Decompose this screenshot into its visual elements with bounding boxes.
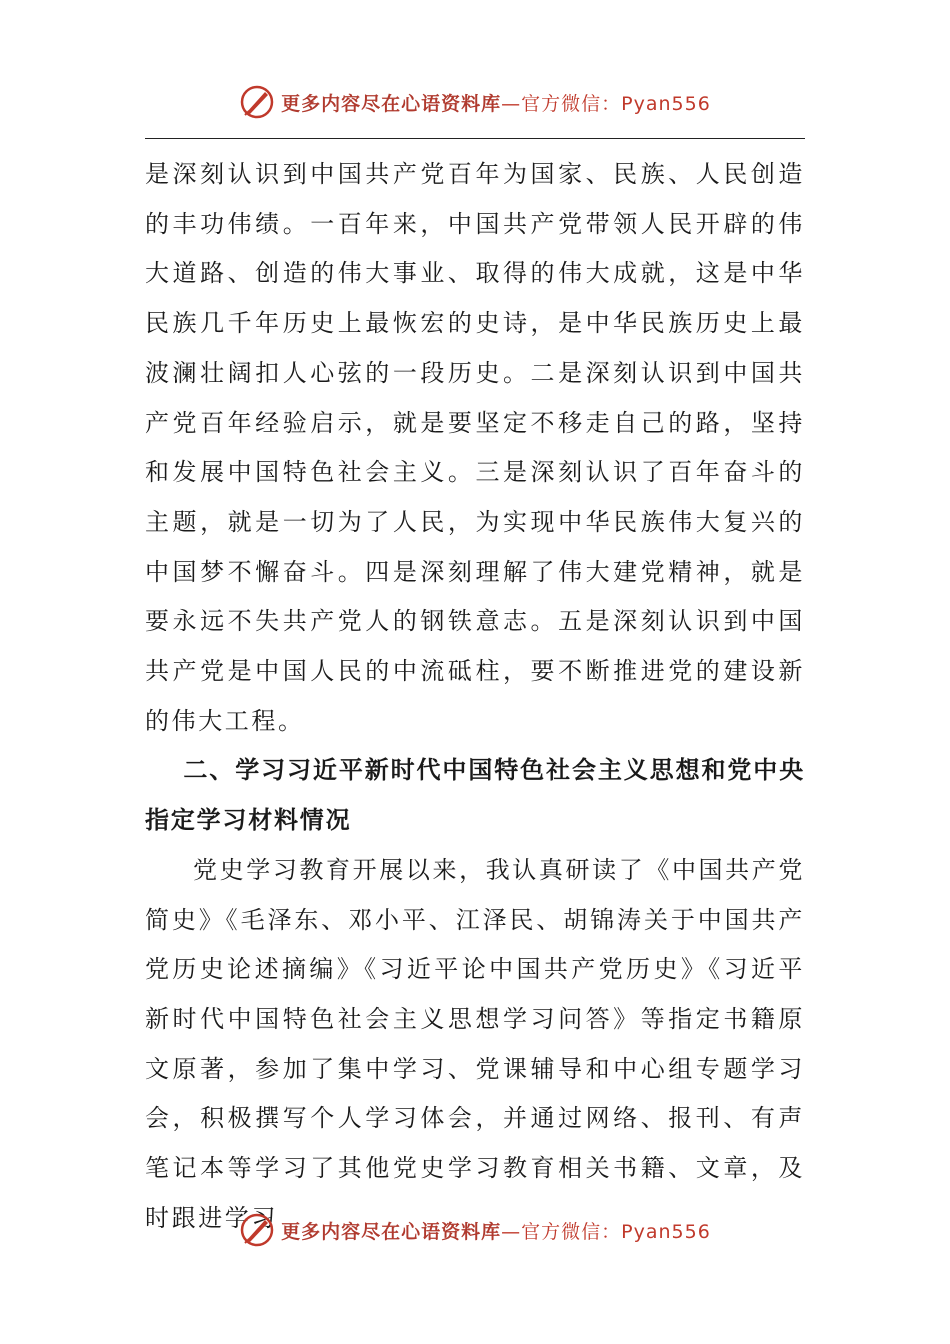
header-banner bbox=[0, 82, 950, 122]
body-paragraph-1: 是深刻认识到中国共产党百年为国家、民族、人民创造的丰功伟绩。一百年来，中国共产党带领人民开辟的伟大道路、创造的伟大事业、取得的伟大成就，这是中华民族几千年历史上最恢宏的史诗，是中华民族历史上最波澜壮阔扣人心弦的一段历史。二是深刻认识到中国共产党百年经验启示，就是要坚定不移走自己的路，坚持和发展中国特色社会主义。三是深刻认识了百年奋斗的主题，就是一切为了人民，为实现中华民族伟大复兴的中国梦不懈奋斗。四是深刻理解了伟大建党精神，就是要永远不失共产党人的钢铁意志。五是深刻认识到中国共产党是中国人民的中流砥柱，要不断推进党的建设新的伟大工程。 bbox=[145, 160, 805, 735]
quill-logo-icon bbox=[239, 84, 275, 120]
header-wechat-text: 官方微信：Pyan556 bbox=[521, 92, 711, 115]
section-heading: 二、学习习近平新时代中国特色社会主义思想和党中央指定学习材料情况 bbox=[145, 756, 805, 835]
header-rule bbox=[145, 138, 805, 139]
footer-banner bbox=[0, 1210, 950, 1250]
header-dash: — bbox=[501, 92, 522, 115]
footer-wechat-text: 官方微信：Pyan556 bbox=[521, 1220, 711, 1243]
quill-logo-icon bbox=[239, 1212, 275, 1248]
document-body bbox=[145, 150, 805, 1243]
footer-banner-text bbox=[281, 1217, 711, 1244]
footer-dash: — bbox=[501, 1220, 522, 1243]
header-banner-text bbox=[281, 89, 711, 116]
body-paragraph-2: 党史学习教育开展以来，我认真研读了《中国共产党简史》《毛泽东、邓小平、江泽民、胡锦涛关于中国共产党历史论述摘编》《习近平论中国共产党历史》《习近平新时代中国特色社会主义思想学习问答》等指定书籍原文原著，参加了集中学习、党课辅导和中心组专题学习会，积极撰写个人学习体会，并通过网络、报刊、有声笔记本等学习了其他党史学习教育相关书籍、文章，及时跟进学习 bbox=[145, 855, 805, 1232]
header-brand-text: 更多内容尽在心语资料库 bbox=[281, 92, 502, 115]
footer-brand-text: 更多内容尽在心语资料库 bbox=[281, 1220, 502, 1243]
